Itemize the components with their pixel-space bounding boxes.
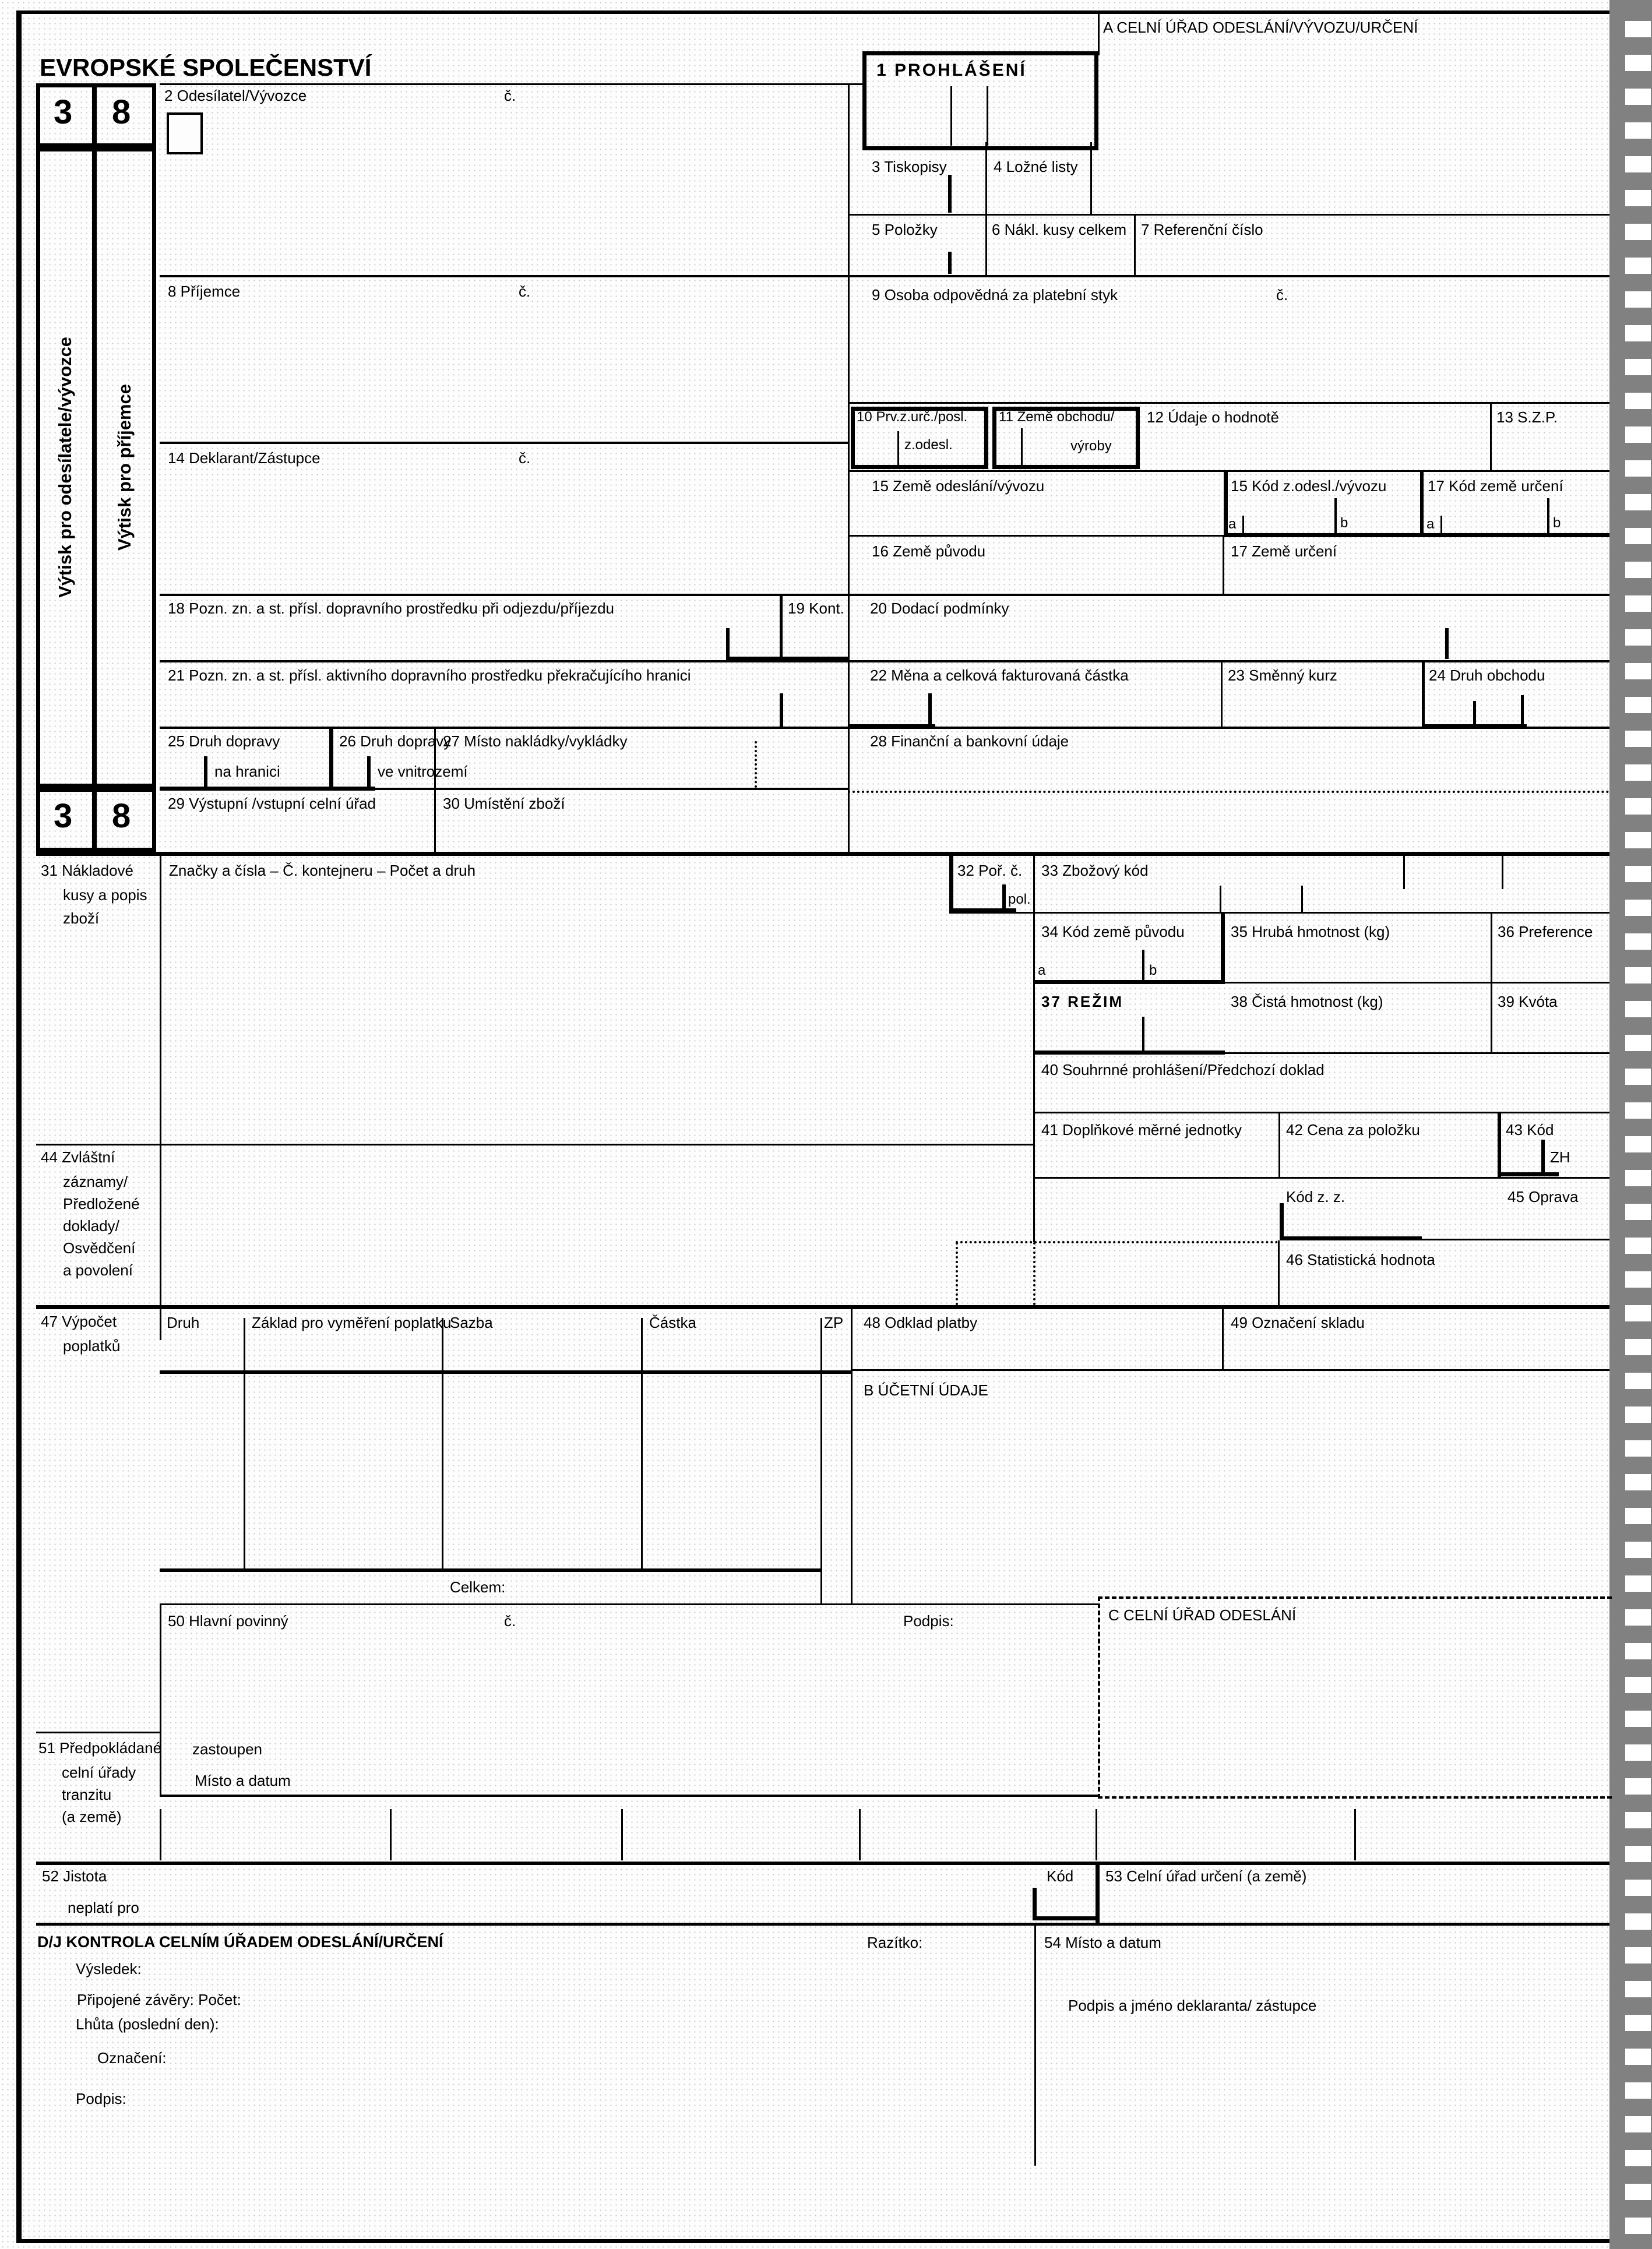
- tick-mark: [987, 86, 988, 146]
- tick-mark: [1220, 886, 1221, 912]
- heavy-line: [1498, 1172, 1559, 1176]
- field-box31-goods-description[interactable]: [163, 886, 944, 1136]
- box51-label-4: (a země): [62, 1808, 122, 1825]
- box30-label: 30 Umístění zboží: [443, 795, 565, 812]
- box9-number-label: č.: [1276, 286, 1288, 304]
- box38-label: 38 Čistá hmotnost (kg): [1231, 993, 1383, 1010]
- box18-label: 18 Pozn. zn. a st. přísl. dopravního prostředku při odjezdu/příjezdu: [168, 600, 614, 617]
- sub-a-label: a: [1426, 516, 1435, 532]
- box37-label: 37 REŽIM: [1041, 993, 1124, 1010]
- col-zaklad: Základ pro vyměření poplatku: [252, 1314, 452, 1331]
- box47-label-2: poplatků: [63, 1337, 121, 1355]
- boxC-label: C CELNÍ ÚŘAD ODESLÁNÍ: [1108, 1606, 1297, 1624]
- box25-sublabel: na hranici: [214, 763, 280, 780]
- tick-mark: [780, 693, 783, 727]
- heavy-line: [1280, 1236, 1422, 1240]
- heavy-line: [36, 1862, 1609, 1865]
- heavy-line: [1224, 470, 1228, 535]
- marks-heading: Značky a čísla – Č. kontejneru – Počet a druh: [169, 862, 476, 879]
- box51-label-2: celní úřady: [62, 1764, 136, 1781]
- box28-label: 28 Finanční a bankovní údaje: [870, 732, 1069, 750]
- tick-mark: [1142, 950, 1144, 982]
- field-box14-declarant[interactable]: [163, 466, 845, 591]
- box24-label: 24 Druh obchodu: [1429, 667, 1545, 684]
- box33-label: 33 Zbožový kód: [1041, 862, 1149, 879]
- dotted-line: [848, 791, 1609, 793]
- divider-line: [1422, 660, 1425, 727]
- box20-label: 20 Dodací podmínky: [870, 600, 1009, 617]
- tick-mark: [367, 756, 371, 789]
- box15k-label: 15 Kód z.odesl./vývozu: [1231, 477, 1387, 495]
- box43-label: 43 Kód: [1506, 1121, 1554, 1138]
- center-divider: [848, 83, 850, 854]
- misto-datum-label: Místo a datum: [195, 1772, 291, 1789]
- divider-line: [1278, 1112, 1280, 1177]
- field-box53-office-of-destination[interactable]: [1104, 1885, 1605, 1920]
- field-boxB-accounting[interactable]: [854, 1404, 1605, 1594]
- divider-line: [780, 594, 783, 660]
- tick-mark: [204, 756, 207, 789]
- sprocket-holes: [1625, 21, 1651, 2241]
- divider-line: [36, 1732, 160, 1733]
- neplati-pro-label: neplatí pro: [68, 1899, 139, 1916]
- tick-mark: [1541, 1140, 1545, 1175]
- tick-mark: [1473, 701, 1476, 727]
- field-box49-warehouse[interactable]: [1227, 1334, 1605, 1366]
- box36-label: 36 Preference: [1498, 923, 1593, 940]
- divider-line: [329, 727, 333, 788]
- box46-label: 46 Statistická hodnota: [1286, 1251, 1435, 1268]
- boxB-label: B ÚČETNÍ ÚDAJE: [864, 1381, 988, 1399]
- divider-line: [1498, 1112, 1501, 1177]
- box35-label: 35 Hrubá hmotnost (kg): [1231, 923, 1390, 940]
- heavy-line: [36, 1305, 1609, 1309]
- divider-line: [1098, 10, 1100, 55]
- heavy-line: [160, 1568, 820, 1572]
- form-title: EVROPSKÉ SPOLEČENSTVÍ: [40, 54, 372, 81]
- zastoupen-label: zastoupen: [192, 1740, 262, 1758]
- col-zp: ZP: [824, 1314, 844, 1331]
- dotted-line: [1033, 1242, 1035, 1305]
- box44-label-4: doklady/: [63, 1217, 119, 1235]
- divider-line: [160, 594, 1609, 596]
- divider-line: [160, 83, 862, 85]
- box47-label-1: 47 Výpočet: [41, 1313, 117, 1330]
- field-box9-person[interactable]: [854, 309, 1605, 396]
- tick-mark: [897, 431, 899, 467]
- heavy-line: [1280, 1203, 1284, 1239]
- field-box48-deferred-payment[interactable]: [854, 1334, 1218, 1366]
- divider-line: [160, 1603, 161, 1796]
- box34-label: 34 Kód země původu: [1041, 923, 1185, 940]
- sub-b-label: b: [1553, 515, 1561, 531]
- copy-title-sender: Výtisk pro odesílatele/vývozce: [55, 337, 75, 598]
- box52-label: 52 Jistota: [42, 1867, 107, 1885]
- copy-number-8-bottom: 8: [112, 797, 131, 835]
- heavy-line: [1033, 1051, 1225, 1055]
- box42-label: 42 Cena za položku: [1286, 1121, 1420, 1138]
- sub-b-label: b: [1149, 963, 1157, 978]
- divider-line: [848, 470, 1609, 472]
- sub-a-label: a: [1228, 516, 1237, 532]
- vysledek-label: Výsledek:: [76, 1960, 142, 1977]
- box16-label: 16 Země původu: [872, 542, 986, 560]
- divider-line: [1134, 214, 1136, 275]
- divider-line: [1490, 402, 1492, 470]
- box44-label-3: Předložené: [63, 1195, 140, 1212]
- box41-label: 41 Doplňkové měrné jednotky: [1041, 1121, 1242, 1138]
- box48-label: 48 Odklad platby: [864, 1314, 978, 1331]
- box31-label-2: kusy a popis: [63, 886, 147, 904]
- box51-label-3: tranzitu: [62, 1786, 112, 1803]
- divider-line: [1278, 1240, 1280, 1305]
- box6-label: 6 Nákl. kusy celkem: [992, 221, 1127, 238]
- box17k-label: 17 Kód země určení: [1428, 477, 1563, 495]
- divider-line: [1224, 1052, 1609, 1054]
- tick-mark: [1547, 498, 1549, 535]
- box32-label: 32 Poř. č.: [957, 862, 1023, 879]
- tick-mark: [1021, 428, 1023, 467]
- box26-label: 26 Druh dopravy: [339, 732, 452, 750]
- heavy-line: [160, 1370, 851, 1374]
- dotted-line: [956, 1241, 1278, 1243]
- box10-label: 10 Prv.z.urč./posl.: [857, 409, 968, 425]
- tick-mark: [928, 693, 932, 727]
- box39-label: 39 Kvóta: [1498, 993, 1558, 1010]
- box8-label: 8 Příjemce: [168, 283, 241, 300]
- divider-line: [985, 142, 987, 275]
- field-box50-principal[interactable]: [163, 1631, 973, 1730]
- box22-label: 22 Měna a celková fakturovaná částka: [870, 667, 1129, 684]
- field-box47-duty-table[interactable]: [163, 1378, 819, 1564]
- field-box8-consignee[interactable]: [163, 303, 845, 437]
- copy-number-3-bottom: 3: [54, 797, 73, 835]
- divider-line: [1224, 982, 1609, 984]
- box2-checkbox[interactable]: [167, 112, 203, 154]
- box2-number-label: č.: [504, 87, 516, 104]
- tick-mark: [950, 86, 952, 146]
- tick-mark: [1445, 628, 1449, 659]
- box32-sublabel: pol.: [1008, 891, 1031, 907]
- box29-label: 29 Výstupní /vstupní celní úřad: [168, 795, 376, 812]
- box21-label: 21 Pozn. zn. a st. přísl. aktivního dopravního prostředku překračujícího hranici: [168, 667, 691, 684]
- oznaceni-label: Označení:: [97, 2049, 167, 2067]
- box8-number-label: č.: [519, 283, 531, 300]
- bottom-border: [16, 2239, 1609, 2243]
- col-sazba: Sazba: [450, 1314, 493, 1331]
- box44-label-6: a povolení: [63, 1261, 133, 1279]
- kod-label: Kód: [1047, 1867, 1074, 1885]
- divider-line: [848, 402, 1609, 404]
- field-stamp-area[interactable]: [862, 1955, 1026, 2159]
- dotted-tick: [755, 741, 757, 788]
- box31-label-1: 31 Nákladové: [41, 862, 133, 879]
- divider-line: [1422, 1239, 1609, 1240]
- divider-line: [949, 912, 1609, 914]
- field-boxC-office-of-departure[interactable]: [1104, 1628, 1605, 1789]
- box14-label: 14 Deklarant/Zástupce: [168, 449, 320, 467]
- kod-zz-label: Kód z. z.: [1286, 1188, 1345, 1205]
- divider-line: [1033, 1177, 1609, 1179]
- tick-mark: [160, 1809, 161, 1860]
- left-border: [16, 10, 22, 2243]
- box27-label: 27 Místo nakládky/vykládky: [443, 732, 628, 750]
- box23-label: 23 Směnný kurz: [1228, 667, 1337, 684]
- heavy-line: [1033, 980, 1225, 984]
- divider-line: [848, 535, 1224, 537]
- tick-mark: [1334, 498, 1337, 535]
- office-a-label: A CELNÍ ÚŘAD ODESLÁNÍ/VÝVOZU/URČENÍ: [1103, 19, 1418, 36]
- box17-label: 17 Země určení: [1231, 542, 1337, 560]
- heavy-line: [1033, 1916, 1098, 1920]
- tick-mark: [948, 175, 952, 213]
- divider-line: [1221, 660, 1223, 727]
- divider-line: [92, 83, 97, 147]
- box54-label: 54 Místo a datum: [1044, 1934, 1161, 1951]
- copy-number-3-top: 3: [54, 93, 73, 131]
- box13-label: 13 S.Z.P.: [1496, 408, 1558, 426]
- sub-a-label: a: [1038, 963, 1046, 978]
- divider-line: [160, 854, 161, 1340]
- tick-mark: [948, 252, 952, 274]
- divider-line: [1033, 1112, 1609, 1113]
- box50-label: 50 Hlavní povinný: [168, 1612, 288, 1630]
- divider-line: [1420, 470, 1424, 535]
- box14-number-label: č.: [519, 449, 531, 467]
- box7-label: 7 Referenční číslo: [1141, 221, 1263, 238]
- field-dj-control-area[interactable]: [41, 1952, 851, 2226]
- box26-sublabel: ve vnitrozemí: [378, 763, 468, 780]
- box10-sublabel: z.odesl.: [904, 437, 953, 453]
- box53-label: 53 Celní úřad určení (a země): [1105, 1867, 1307, 1885]
- box15-label: 15 Země odeslání/vývozu: [872, 477, 1045, 495]
- podpis-jmeno-label: Podpis a jméno deklaranta/ zástupce: [1068, 1997, 1317, 2014]
- heavy-line: [1033, 1888, 1037, 1920]
- box12-label: 12 Údaje o hodnotě: [1147, 408, 1279, 426]
- razitko-label: Razítko:: [867, 1934, 923, 1951]
- field-box54-place-date-signature[interactable]: [1043, 1955, 1605, 2165]
- tick-mark: [1142, 1017, 1144, 1052]
- sub-b-label: b: [1340, 515, 1348, 531]
- box50-number-label: č.: [504, 1612, 516, 1630]
- tick-mark: [1502, 854, 1503, 889]
- dj-control-title: D/J KONTROLA CELNÍM ÚŘADEM ODESLÁNÍ/URČENÍ: [37, 1933, 443, 1951]
- box44-label-5: Osvědčení: [63, 1239, 136, 1257]
- tick-mark: [1242, 516, 1244, 535]
- heavy-line: [949, 854, 953, 912]
- heavy-line: [36, 852, 1609, 856]
- tick-mark: [1403, 854, 1405, 889]
- tick-mark: [1521, 695, 1524, 727]
- box25-label: 25 Druh dopravy: [168, 732, 280, 750]
- column-divider: [820, 1318, 822, 1603]
- box40-label: 40 Souhrnné prohlášení/Předchozí doklad: [1041, 1061, 1325, 1078]
- tick-mark: [1440, 516, 1442, 535]
- tick-mark: [1002, 884, 1006, 912]
- pripojene-label: Připojené závěry: Počet:: [77, 1991, 241, 2008]
- box43-zh-label: ZH: [1550, 1148, 1570, 1166]
- dotted-line: [956, 1242, 958, 1305]
- box3-label: 3 Tiskopisy: [872, 158, 947, 175]
- box2-label: 2 Odesílatel/Vývozce: [164, 87, 307, 104]
- col-druh: Druh: [167, 1314, 200, 1331]
- box1-label: 1 PROHLÁŠENÍ: [876, 61, 1027, 80]
- divider-line: [851, 1305, 853, 1603]
- box50-podpis-label: Podpis:: [903, 1612, 954, 1630]
- divider-line: [1222, 1305, 1224, 1369]
- box49-label: 49 Označení skladu: [1231, 1314, 1365, 1331]
- col-castka: Částka: [649, 1314, 696, 1331]
- divider-line: [160, 1795, 1098, 1797]
- divider-line: [1034, 1926, 1036, 2166]
- tick-mark: [1096, 1809, 1097, 1860]
- box44-label-2: záznamy/: [63, 1173, 128, 1190]
- divider-line: [1491, 912, 1492, 1053]
- celkem-label: Celkem:: [450, 1578, 506, 1596]
- copy-title-consignee: Výtisk pro příjemce: [114, 384, 135, 551]
- heavy-line: [1096, 1862, 1100, 1924]
- box45-label: 45 Oprava: [1507, 1188, 1579, 1205]
- field-box44-special-remarks[interactable]: [163, 1165, 950, 1302]
- heavy-line: [848, 724, 935, 728]
- box4-label: 4 Ložné listy: [994, 158, 1078, 175]
- divider-line: [1090, 142, 1092, 214]
- top-border: [16, 10, 1609, 14]
- tick-mark: [1354, 1809, 1356, 1860]
- box19-label: 19 Kont.: [788, 600, 844, 617]
- divider-line: [848, 214, 1609, 216]
- divider-line: [160, 275, 1609, 277]
- field-box51-transit-offices[interactable]: [163, 1812, 973, 1859]
- box11-sublabel: výroby: [1070, 438, 1112, 454]
- divider-line: [160, 442, 848, 444]
- heavy-line: [160, 787, 375, 791]
- divider-line: [851, 1369, 1609, 1371]
- box31-label-3: zboží: [63, 910, 100, 927]
- heavy-line: [726, 657, 848, 661]
- box9-label: 9 Osoba odpovědná za platební styk: [872, 286, 1118, 304]
- box44-label-1: 44 Zvláštní: [41, 1148, 115, 1166]
- field-box2-consignor[interactable]: [163, 154, 845, 271]
- heavy-line: [36, 1923, 1609, 1926]
- podpis-label: Podpis:: [76, 2090, 126, 2107]
- divider-line: [1223, 536, 1224, 594]
- heavy-line: [1224, 533, 1609, 537]
- copy-number-8-top: 8: [112, 93, 131, 131]
- box5-label: 5 Položky: [872, 221, 938, 238]
- heavy-line: [1221, 912, 1225, 984]
- divider-line: [36, 1144, 1033, 1145]
- divider-line: [160, 1603, 1098, 1605]
- box11-label: 11 Země obchodu/: [999, 409, 1115, 425]
- tick-mark: [1301, 886, 1303, 912]
- divider-line: [160, 660, 1609, 662]
- box51-label-1: 51 Předpokládané: [38, 1739, 162, 1757]
- divider-line: [92, 788, 97, 852]
- lhuta-label: Lhůta (poslední den):: [76, 2015, 219, 2033]
- tick-mark: [726, 628, 730, 659]
